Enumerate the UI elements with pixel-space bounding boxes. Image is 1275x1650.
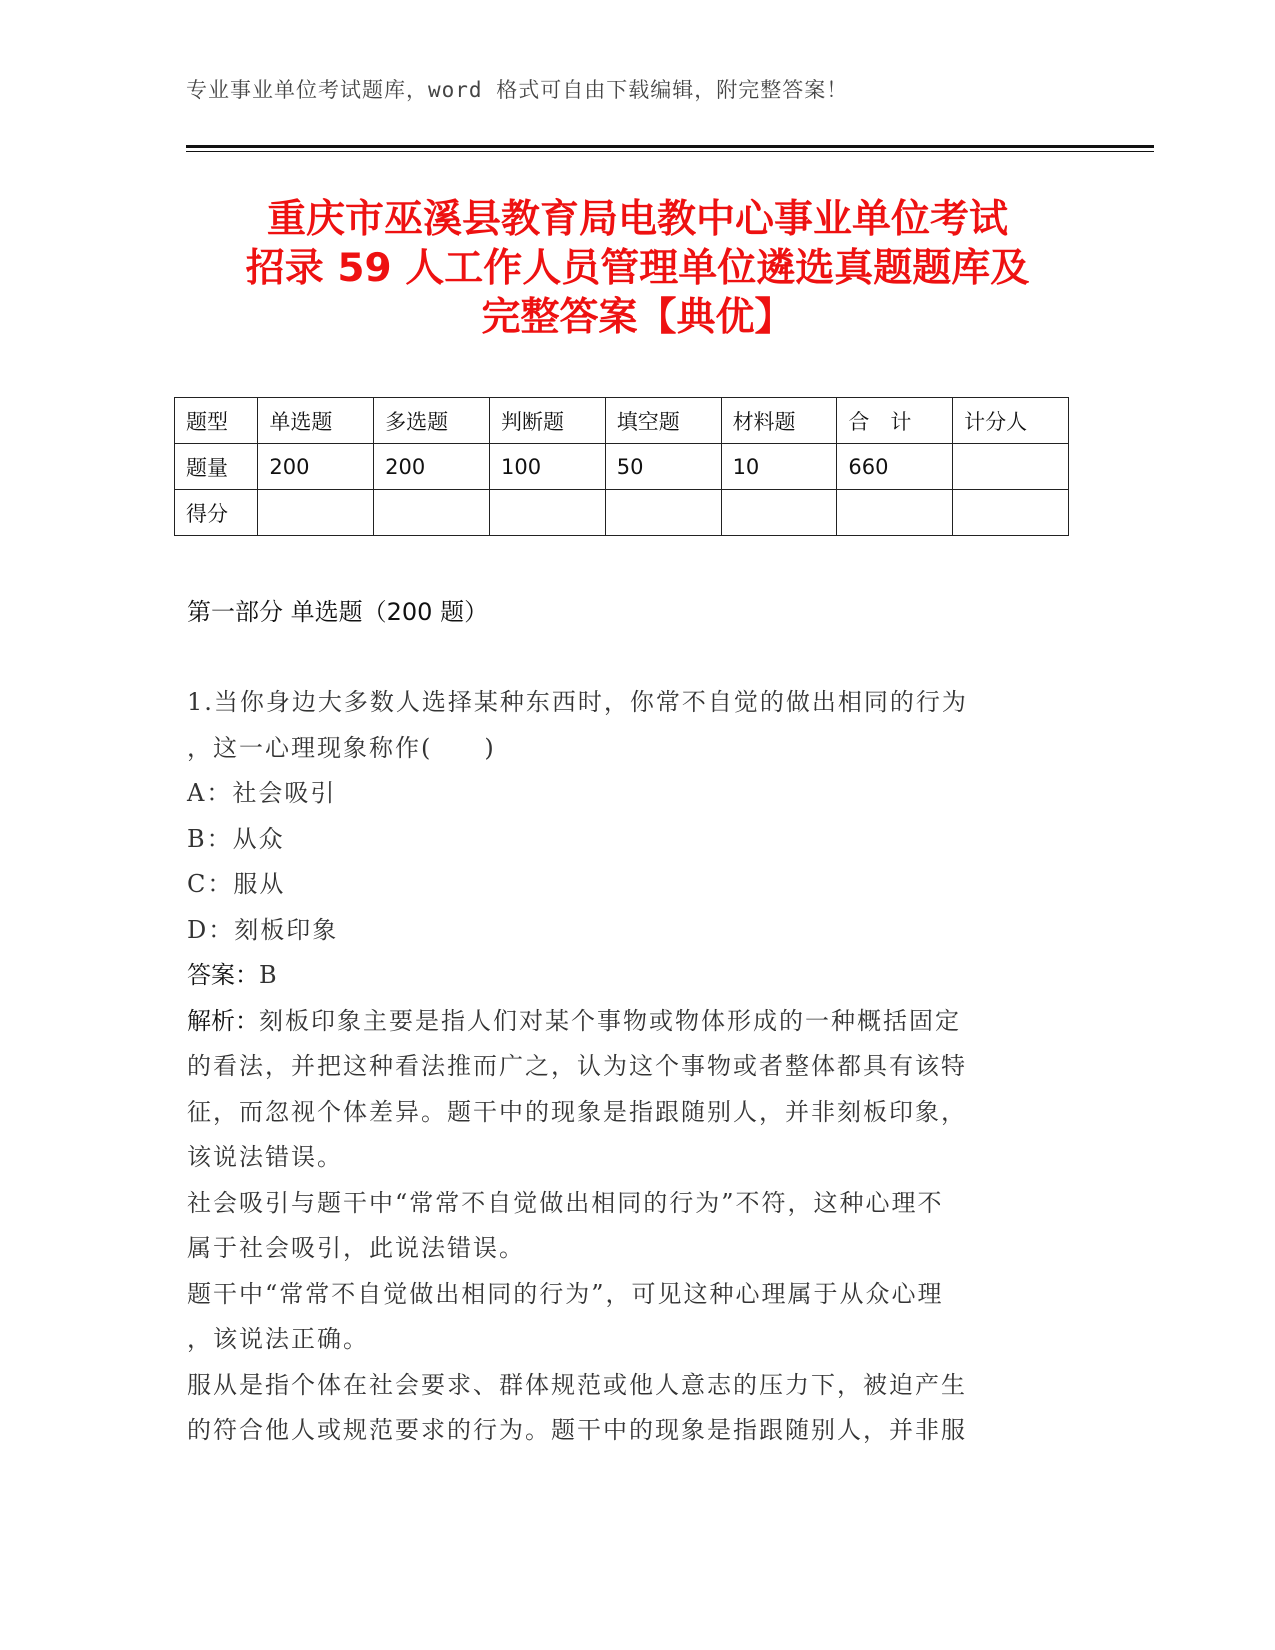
analysis-line: ，该说法正确。 [187,1325,369,1353]
table-cell: 200 [258,444,374,490]
table-cell: 10 [721,444,837,490]
table-cell: 题量 [175,444,258,490]
analysis-text: 刻板印象主要是指人们对某个事物或物体形成的一种概括固定 [259,1006,961,1035]
table-cell [374,490,490,536]
title-line: 重庆市巫溪县教育局电教中心事业单位考试 [266,197,1008,242]
title-line: 完整答案【典优】 [481,295,794,340]
table-header-cell: 多选题 [374,398,490,444]
question-stem-line: ，这一心理现象称作( ) [187,733,496,762]
table-cell [837,490,953,536]
option-b: B：从众 [187,824,285,853]
table-row-count [175,444,1069,490]
header-rule-thin [186,151,1154,152]
analysis-line: 征，而忽视个体差异。题干中的现象是指跟随别人，并非刻板印象， [187,1097,967,1126]
table-cell: 100 [489,444,605,490]
document-title [160,195,1115,342]
score-table [174,397,1069,536]
table-header-cell: 计分人 [953,398,1069,444]
analysis-line: 该说法错误。 [187,1143,343,1171]
table-header-cell: 填空题 [605,398,721,444]
table-cell: 660 [837,444,953,490]
option-d: D：刻板印象 [187,915,339,944]
analysis-line: 题干中“常常不自觉做出相同的行为”，可见这种心理属于从众心理 [187,1279,944,1308]
table-header-cell: 单选题 [258,398,374,444]
analysis-label: 解析： [187,1006,259,1035]
analysis-line: 的符合他人或规范要求的行为。题干中的现象是指跟随别人，并非服 [187,1416,967,1444]
table-cell [953,444,1069,490]
table-cell: 200 [374,444,490,490]
section-heading: 第一部分 单选题（200 题） [187,598,489,626]
table-cell [721,490,837,536]
option-a: A：社会吸引 [187,779,337,807]
table-header-cell: 材料题 [721,398,837,444]
table-cell [953,490,1069,536]
option-c: C：服从 [187,870,286,898]
table-cell: 得分 [175,490,258,536]
header-rule-thick [186,145,1154,148]
table-header-row [175,398,1069,444]
table-cell [605,490,721,536]
answer-label: 答案： [187,961,259,989]
analysis-line: 的看法，并把这种看法推而广之，认为这个事物或者整体都具有该特 [187,1052,967,1080]
question-block [187,680,1067,1454]
question-stem-line: 1.当你身边大多数人选择某种东西时，你常不自觉的做出相同的行为 [187,688,968,716]
analysis-line: 服从是指个体在社会要求、群体规范或他人意志的压力下，被迫产生 [187,1370,967,1399]
table-cell [489,490,605,536]
title-line: 招录 59 人工作人员管理单位遴选真题题库及 [245,246,1030,291]
analysis-line: 社会吸引与题干中“常常不自觉做出相同的行为”不符，这种心理不 [187,1188,944,1217]
analysis-line: 属于社会吸引，此说法错误。 [187,1234,525,1262]
table-header-cell: 题型 [175,398,258,444]
table-cell [258,490,374,536]
analysis-line [187,999,1067,1045]
header-note: 专业事业单位考试题库，word 格式可自由下载编辑，附完整答案！ [186,78,849,102]
answer-line [187,953,1067,999]
table-header-cell: 合 计 [837,398,953,444]
answer-value: B [259,961,279,989]
table-row-score [175,490,1069,536]
table-cell: 50 [605,444,721,490]
table-header-cell: 判断题 [489,398,605,444]
